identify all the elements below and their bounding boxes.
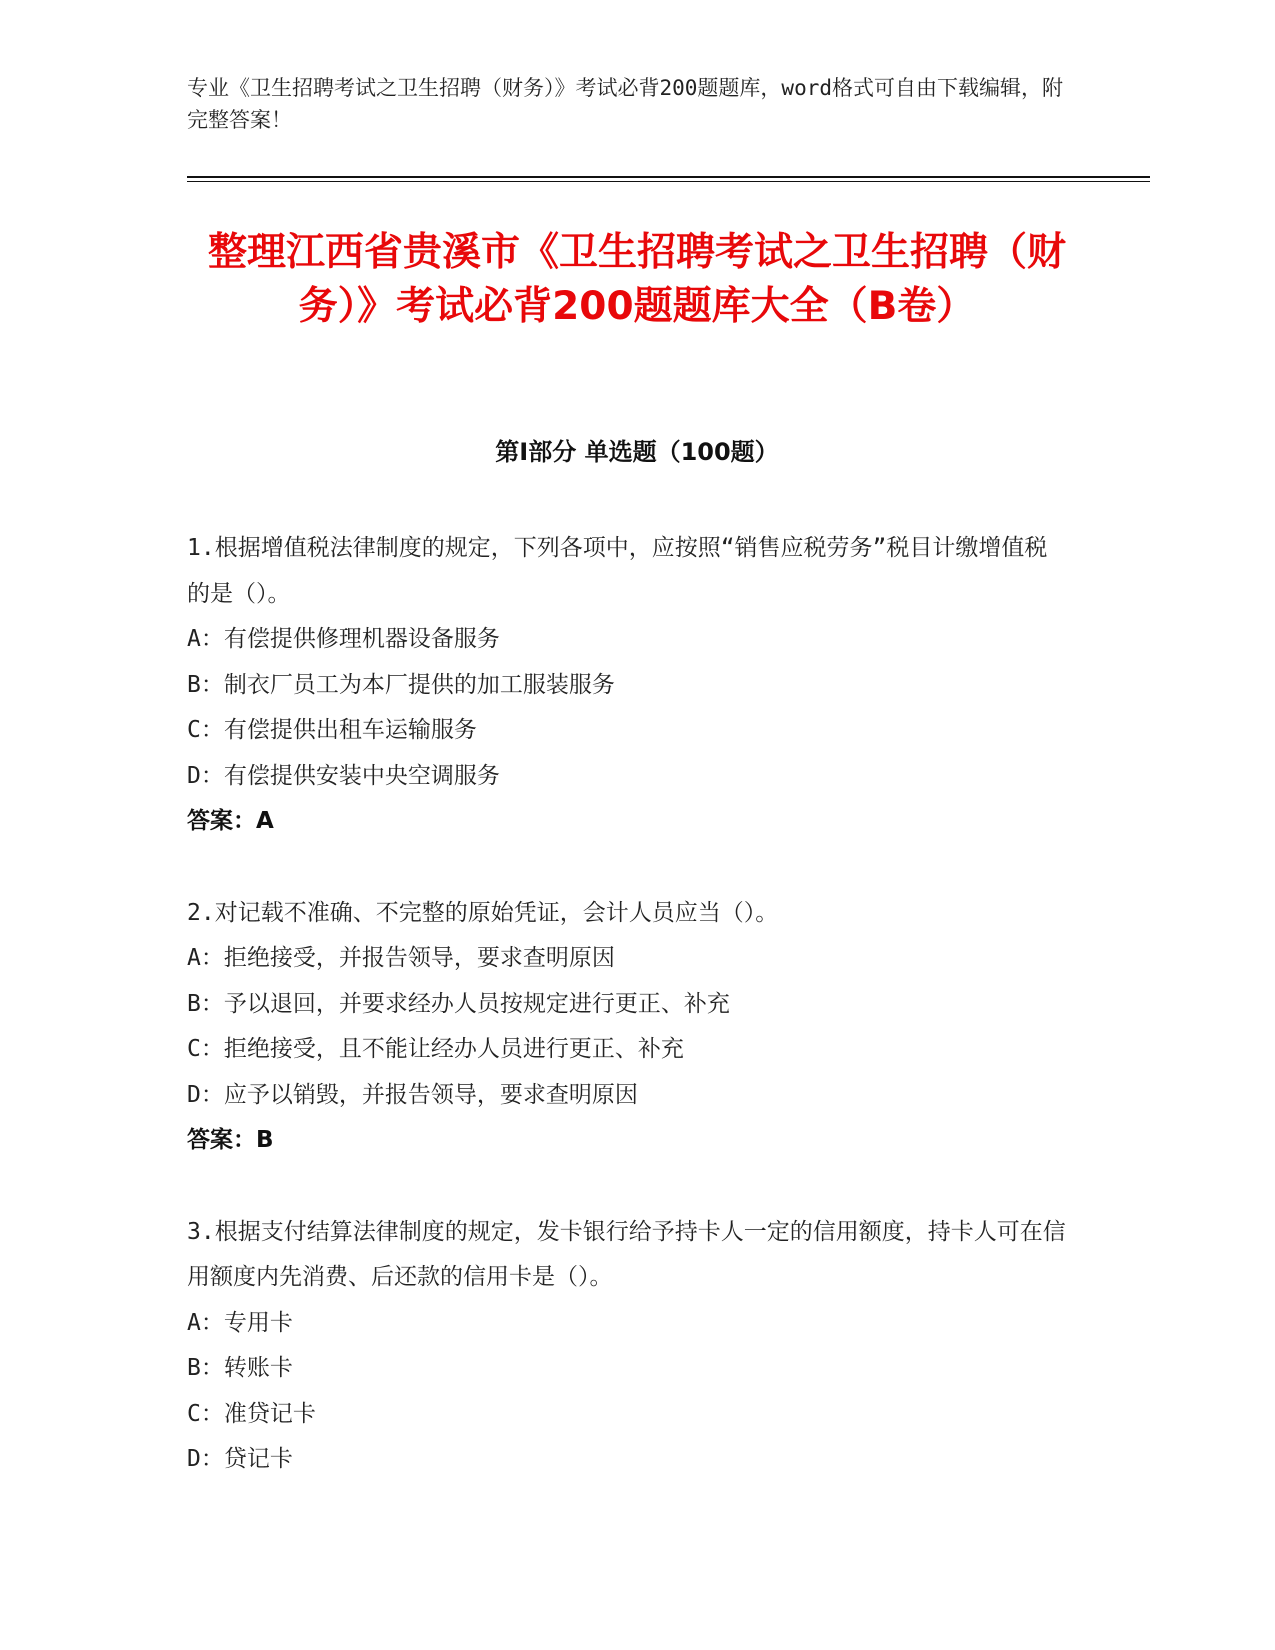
option-d: D：贷记卡 — [187, 1446, 293, 1472]
question-2 — [187, 891, 1067, 1164]
section-heading: 第Ⅰ部分 单选题（100题） — [495, 438, 779, 466]
option-c: C：拒绝接受，且不能让经办人员进行更正、补充 — [187, 1036, 684, 1062]
option-b: B：予以退回，并要求经办人员按规定进行更正、补充 — [187, 990, 730, 1017]
option-c: C：准贷记卡 — [187, 1400, 316, 1427]
question-stem: 3.根据支付结算法律制度的规定，发卡银行给予持卡人一定的信用额度，持卡人可在信用额度内先消费、后还款的信用卡是（）。 — [187, 1218, 1066, 1290]
header-rule-thin — [187, 181, 1150, 182]
header-rule-thick — [187, 176, 1150, 178]
question-list — [187, 526, 1067, 1529]
question-stem: 2.对记载不准确、不完整的原始凭证，会计人员应当（）。 — [187, 899, 779, 926]
answer-line: 答案：B — [187, 1127, 274, 1153]
option-a: A：专用卡 — [187, 1309, 293, 1336]
option-d: D：有偿提供安装中央空调服务 — [187, 762, 500, 789]
answer-line: 答案：A — [187, 808, 274, 834]
option-a: A：有偿提供修理机器设备服务 — [187, 626, 500, 652]
question-1 — [187, 526, 1067, 845]
option-a: A：拒绝接受，并报告领导，要求查明原因 — [187, 945, 615, 971]
option-b: B：制衣厂员工为本厂提供的加工服装服务 — [187, 671, 615, 698]
document-title: 整理江西省贵溪市《卫生招聘考试之卫生招聘（财务）》考试必背200题题库大全（B卷） — [207, 230, 1066, 329]
option-d: D：应予以销毁，并报告领导，要求查明原因 — [187, 1081, 638, 1108]
option-c: C：有偿提供出租车运输服务 — [187, 717, 477, 743]
option-b: B：转账卡 — [187, 1355, 293, 1381]
header-note: 专业《卫生招聘考试之卫生招聘（财务）》考试必背200题题库，word格式可自由下载编辑，附完整答案！ — [187, 76, 1063, 132]
question-3 — [187, 1210, 1067, 1483]
question-stem: 1.根据增值税法律制度的规定，下列各项中，应按照“销售应税劳务”税目计缴增值税的是（）。 — [187, 535, 1048, 607]
